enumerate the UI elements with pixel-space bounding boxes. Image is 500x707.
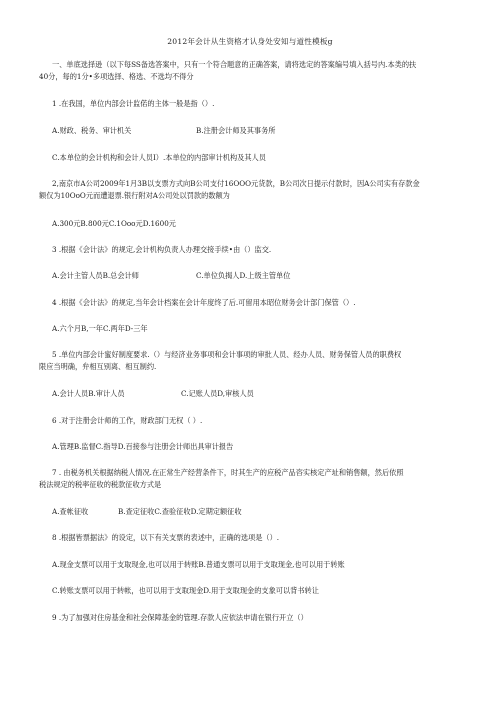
question-5-option-ab: A.会计人员B.审计人员 <box>52 389 125 398</box>
question-2-stem: 2,南京市A公司2009年1月3B以支票方式向B公司支付16OOO元货款，B公司次日提示付款时，因A公司实有存款金 <box>52 179 420 188</box>
question-6-options: A.管理B.监督C.指导D.百接参与注册会计师出具审计报告 <box>52 442 234 451</box>
section-header: 一、单底选择逊（以下每SS备选答案中，只有一个符合题意的正确答案，请将选定的答案编号填入括号内.本类的扶 <box>52 60 417 69</box>
question-7-option-a: A.查帐征收 <box>52 507 89 516</box>
question-1-option-b: B.注册会计师及其事务所 <box>196 126 276 135</box>
question-4-options: A.六个月B,一年C.两年D-三年 <box>52 324 148 333</box>
question-1-stem: 1 .在我国，单位内部会计监偌的主体一般是指（）. <box>52 99 215 108</box>
question-5-stem-cont: 限应当明确，弁相互别离、相互制约. <box>39 362 157 371</box>
question-5-option-cd: C.记账人员D,审核人员 <box>181 389 254 398</box>
question-6-stem: 6 .对于注册会计师的工作，财政部门无权（ ）. <box>52 416 203 425</box>
section-header-cont: 40分，每的1分•多项选择、格选、不选均不得分 <box>39 72 194 81</box>
question-7-stem: 7 . 由税务机关根据纳税人情况.在正常生产经营条件下，时其生产的应税产品咨实核定产址和销售额，然后依照 <box>52 468 404 477</box>
question-3-option-ab: A.会计主管人员B.总会计师 <box>52 271 139 280</box>
question-3-option-cd: C.单位负揭人D.上级主管单位 <box>196 271 291 280</box>
question-8-option-ab: A.现金支票可以用于支取现金,也可以用于转账B.普通支票可以用于支取现金,也可以用于转账 <box>52 560 345 569</box>
question-1-option-a: A.财政、税务、审计机关 <box>52 126 132 135</box>
question-5-stem: 5 .单位内部会计蜜好制度要求.（）与经济业务事项和会计事项的审批人员、经办人员、财务保管人员的职费权 <box>52 350 402 359</box>
question-8-stem: 8 .根据皆票据法》的设定，以下有关支票的表述中，正确的选项是（）. <box>52 533 280 542</box>
question-9-stem: 9 .为了加强对住房基金和社会保障基金的管理.存款人应依法申请在银行开立（） <box>52 613 308 622</box>
page-title: 2012年会计从生资格才认身处安知与道性模板g <box>167 37 333 46</box>
question-7-option-bcd: B.查定征收C.查验征收D.定期定额征收 <box>118 507 242 516</box>
question-1-option-cd: C.本单位的会计机构和会计人员I）.本单位的内部审计机构及其人员 <box>52 153 266 162</box>
question-8-option-cd: C.转账支票可以用于转帐，也可以用于支取现金D.用于支取现金的支象可以背书转让 <box>52 586 319 595</box>
question-4-stem: 4 .根据《会计法》的规定,当年会计档案在会计年度终了后.可留用本昭位财务会计部门保管（）. <box>52 298 356 307</box>
question-2-options: A.300元B.800元C.1Ooo元D.1600元 <box>52 219 176 228</box>
question-3-stem: 3 .根据《会计法》的规定,会计机构负责人办理交接手续•由（）监交. <box>52 245 272 254</box>
question-7-stem-cont: 税法规定的税率征收的税款征收方式是 <box>39 480 162 489</box>
question-2-stem-cont: 额仅为10OoO元而遭退票.银行附对A公司处以罚款的数额为 <box>39 191 230 200</box>
